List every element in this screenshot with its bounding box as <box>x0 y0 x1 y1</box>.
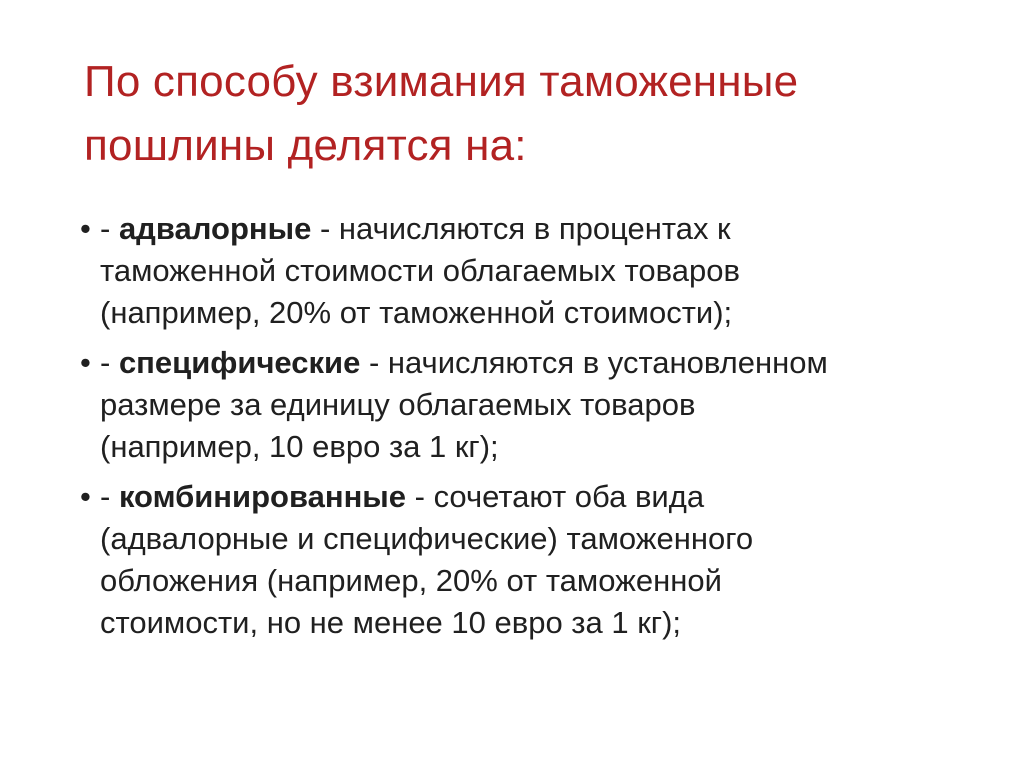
term-description: - сочетают оба вида <box>406 479 705 514</box>
bullet-dash: - <box>100 479 119 514</box>
bullet-dot-icon: • <box>80 211 91 246</box>
title-line-2: пошлины делятся на: <box>84 121 527 170</box>
bullet-dot-icon: • <box>80 345 91 380</box>
bullet-item-advalorem <box>80 208 960 334</box>
term-advalorem: адвалорные <box>118 211 312 246</box>
term-description: - начисляются в установленном <box>360 345 828 380</box>
bullet-list <box>80 208 960 652</box>
term-description: - начисляются в процентах к <box>311 211 731 246</box>
term-combined: комбинированные <box>118 479 407 514</box>
bullet-first-line <box>100 208 960 250</box>
bullet-dash: - <box>100 345 119 380</box>
bullet-first-line <box>100 476 960 518</box>
bullet-item-combined <box>80 476 960 644</box>
bullet-text-line: размере за единицу облагаемых товаров <box>100 387 696 422</box>
term-specific: специфические <box>118 345 361 380</box>
bullet-item-specific <box>80 342 960 468</box>
bullet-text-line: стоимости, но не менее 10 евро за 1 кг); <box>100 605 682 640</box>
bullet-text-line: обложения (например, 20% от таможенной <box>100 563 722 598</box>
slide-title <box>84 50 964 178</box>
bullet-text-line: таможенной стоимости облагаемых товаров <box>100 253 740 288</box>
bullet-text-line: (адвалорные и специфические) таможенного <box>100 521 754 556</box>
bullet-first-line <box>100 342 960 384</box>
bullet-dot-icon: • <box>80 479 91 514</box>
title-line-1: По способу взимания таможенные <box>84 57 799 106</box>
bullet-text-line: (например, 20% от таможенной стоимости); <box>100 295 733 330</box>
bullet-dash: - <box>100 211 119 246</box>
bullet-text-line: (например, 10 евро за 1 кг); <box>100 429 499 464</box>
